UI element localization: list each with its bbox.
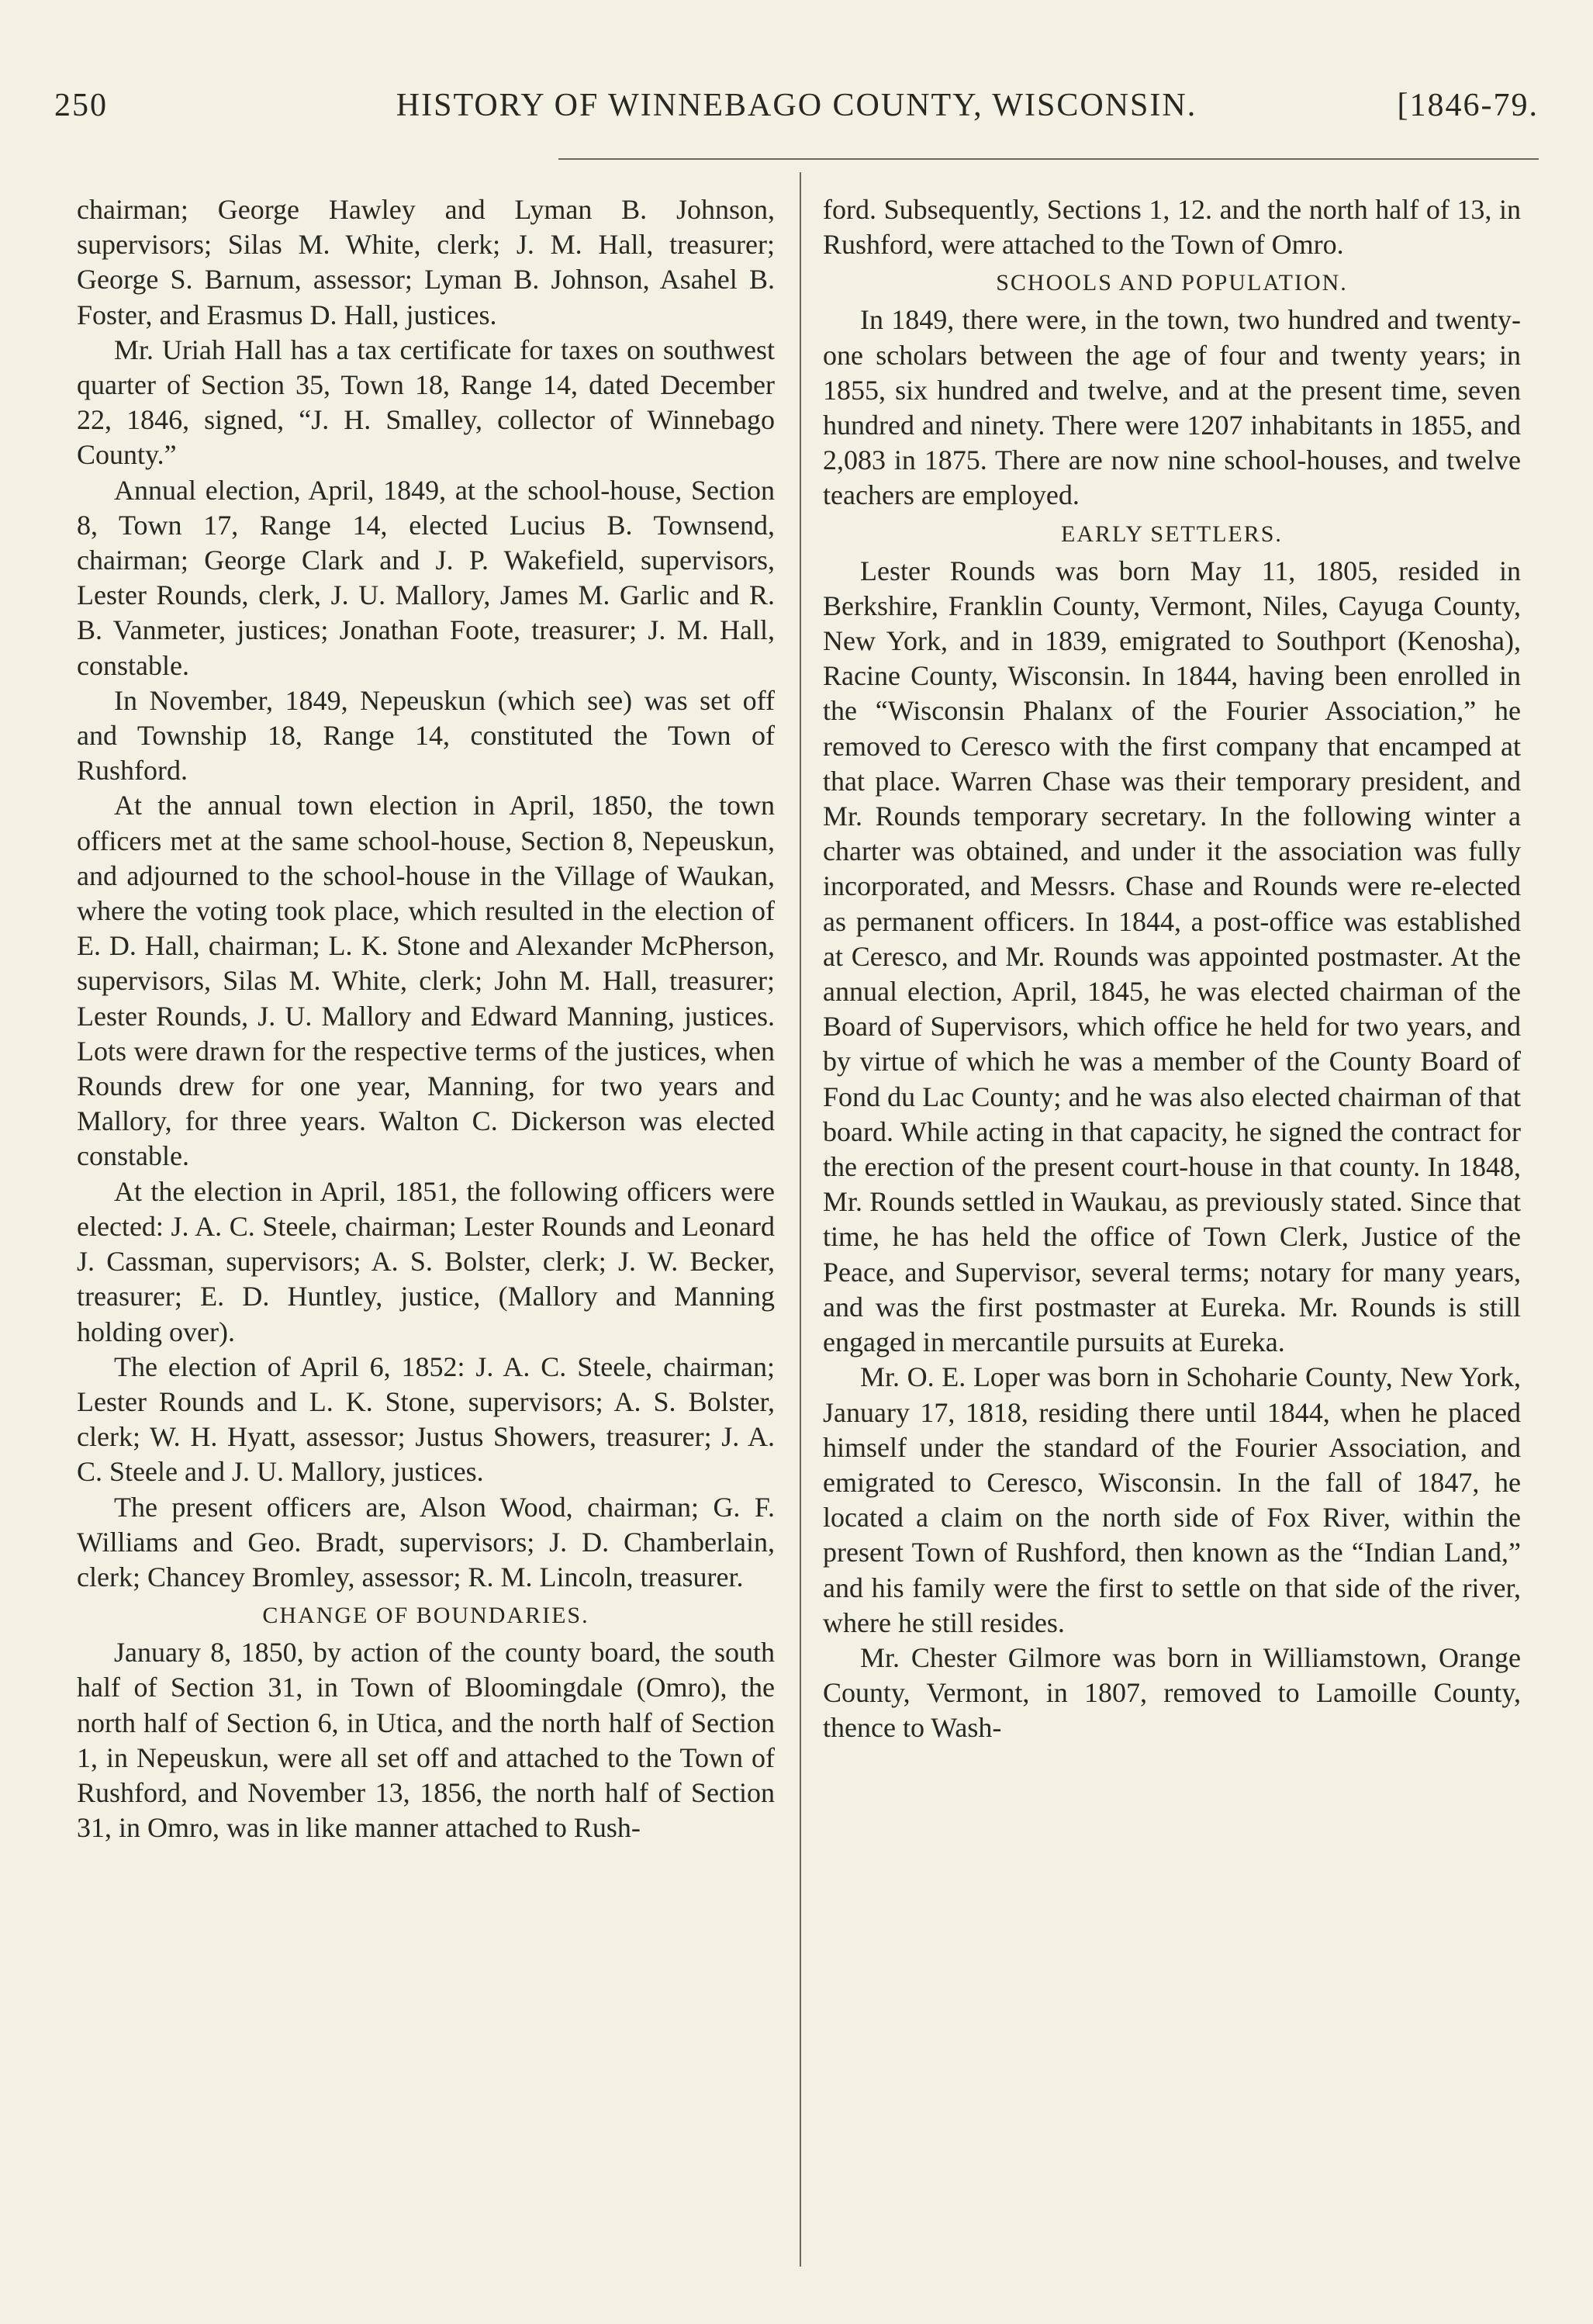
paragraph: chairman; George Hawley and Lyman B. Johnson, supervisors; Silas M. White, clerk; J. M. Hall, treasurer; George S. Barnum, assessor; Lyman B. Johnson, Asahel B. Foster, and Erasmus D. Hall, justices. — [77, 194, 775, 330]
running-header — [54, 87, 1539, 133]
paragraph: At the election in April, 1851, the following officers were elected: J. A. C. Steele, chairman; Lester Rounds and Leonard J. Cassman, supervisors; A. S. Bolster, clerk; J. W. Becker, treasurer; E. D. Huntley, justice, (Mallory and Manning holding over). — [77, 1175, 775, 1347]
paragraph: In November, 1849, Nepeuskun (which see) was set off and Township 18, Range 14, constituted the Town of Rushford. — [77, 684, 775, 787]
column-divider — [800, 172, 801, 2267]
paragraph: In 1849, there were, in the town, two hundred and twenty-one scholars between the age of four and twenty years; in 1855, six hundred and twelve, and at the present time, seven hundred and ninety. There were 1207 inhabitants in 1855, and 2,083 in 1875. There are now nine school-houses, and twelve teachers are employed. — [823, 304, 1521, 511]
paragraph: Lester Rounds was born May 11, 1805, resided in Berkshire, Franklin County, Vermont, Niles, Cayuga County, New York, and in 1839, emigrated to Southport (Kenosha), Racine County, Wisconsin. In 1844, having been enrolled in the “Wisconsin Phalanx of the Fourier Association,” he removed to Ceresco with the first company that encamped at that place. Warren Chase was their temporary president, and Mr. Rounds temporary secretary. In the following winter a charter was obtained, and under it the association was fully incorporated, and Messrs. Chase and Rounds were re-elected as permanent officers. In 1844, a post-office was established at Ceresco, and Mr. Rounds was appointed postmaster. At the annual election, April, 1845, he was elected chairman of the Board of Supervisors, which office he held for two years, and by virtue of which he was a member of the County Board of Fond du Lac County; and he was also elected chairman of that board. While acting in that capacity, he signed the contract for the erection of the present court-house in that county. In 1848, Mr. Rounds settled in Waukau, as previously stated. Since that time, he has held the office of Town Clerk, Justice of the Peace, and Supervisor, several terms; notary for many years, and was the first postmaster at Eureka. Mr. Rounds is still engaged in mercantile pursuits at Eureka. — [823, 555, 1521, 1358]
section-heading: CHANGE OF BOUNDARIES. — [262, 1603, 589, 1629]
section-heading: SCHOOLS AND POPULATION. — [996, 270, 1348, 296]
paragraph: Mr. O. E. Loper was born in Schoharie County, New York, January 17, 1818, residing there until 1844, when he placed himself under the standard of the Fourier Association, and emigrated to Ceresco, Wisconsin. In the fall of 1847, he located a claim on the north side of Fox River, within the present Town of Rushford, then known as the “Indian Land,” and his family were the first to settle on that side of the river, where he still resides. — [823, 1361, 1521, 1638]
right-column — [823, 192, 1521, 1746]
book-title: HISTORY OF WINNEBAGO COUNTY, WISCONSIN. — [396, 88, 1197, 123]
paragraph: At the annual town election in April, 1850, the town officers met at the same school-house, Section 8, Nepeuskun, and adjourned to the school-house in the Village of Waukan, where the voting took place, which resulted in the election of E. D. Hall, chairman; L. K. Stone and Alexander McPherson, supervisors, Silas M. White, clerk; John M. Hall, treasurer; Lester Rounds, J. U. Mallory and Edward Manning, justices. Lots were drawn for the respective terms of the justices, when Rounds drew for one year, Manning, for two years and Mallory, for three years. Walton C. Dickerson was elected constable. — [77, 790, 775, 1172]
paragraph: Mr. Uriah Hall has a tax certificate for taxes on southwest quarter of Section 35, Town 18, Range 14, dated December 22, 1846, signed, “J. H. Smalley, collector of Winnebago County.” — [77, 334, 775, 471]
section-heading: EARLY SETTLERS. — [1061, 520, 1283, 547]
paragraph: Mr. Chester Gilmore was born in Williamstown, Orange County, Vermont, in 1807, removed to Lamoille County, thence to Wash- — [823, 1641, 1521, 1744]
paragraph: The present officers are, Alson Wood, chairman; G. F. Williams and Geo. Bradt, supervisors; J. D. Chamberlain, clerk; Chancey Bromley, assessor; R. M. Lincoln, treasurer. — [77, 1491, 775, 1593]
paragraph: ford. Subsequently, Sections 1, 12. and the north half of 13, in Rushford, were attached to the Town of Omro. — [823, 194, 1521, 261]
paragraph: January 8, 1850, by action of the county board, the south half of Section 31, in Town of Bloomingdale (Omro), the north half of Section 6, in Utica, and the north half of Section 1, in Nepeuskun, were all set off and attached to the Town of Rushford, and November 13, 1856, the north half of Section 31, in Omro, was in like manner attached to Rush- — [77, 1637, 775, 1844]
page-number: 250 — [54, 88, 108, 123]
header-rule — [558, 158, 1539, 160]
paragraph: The election of April 6, 1852: J. A. C. Steele, chairman; Lester Rounds and L. K. Stone, supervisors; A. S. Bolster, clerk; W. H. Hyatt, assessor; Justus Showers, treasurer; J. A. C. Steele and J. U. Mallory, justices. — [77, 1350, 775, 1488]
left-column — [77, 192, 775, 1845]
paragraph: Annual election, April, 1849, at the school-house, Section 8, Town 17, Range 14, elected Lucius B. Townsend, chairman; George Clark and J. P. Wakefield, supervisors, Lester Rounds, clerk, J. U. Mallory, James M. Garlic and R. B. Vanmeter, justices; Jonathan Foote, treasurer; J. M. Hall, constable. — [77, 474, 775, 681]
year-range: [1846-79. — [1397, 88, 1539, 123]
